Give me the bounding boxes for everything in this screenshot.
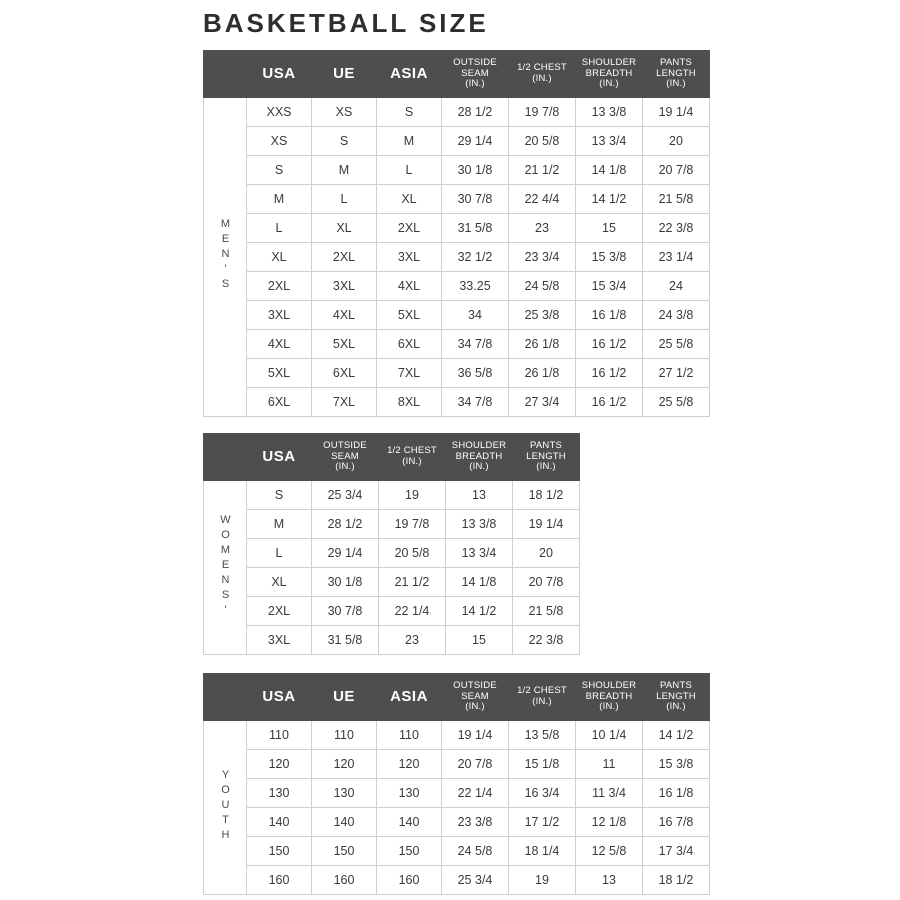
cell: M — [312, 156, 377, 185]
table-row — [204, 156, 710, 185]
table-row — [204, 272, 710, 301]
cell: 140 — [312, 808, 377, 837]
header-shoulder-breadth — [576, 674, 643, 721]
header-ue: UE — [312, 674, 377, 721]
cell: 23 1/4 — [643, 243, 710, 272]
table-row — [204, 837, 710, 866]
group-label-youth — [204, 721, 247, 895]
cell: 2XL — [247, 272, 312, 301]
cell: 21 5/8 — [513, 597, 580, 626]
cell: 19 1/4 — [442, 721, 509, 750]
header-corner-blank — [204, 51, 247, 98]
cell: 15 3/4 — [576, 272, 643, 301]
header-outside-seam — [442, 674, 509, 721]
cell: XL — [312, 214, 377, 243]
cell: 29 1/4 — [312, 539, 379, 568]
header-outside-seam — [442, 51, 509, 98]
cell: 160 — [312, 866, 377, 895]
cell: 14 1/8 — [576, 156, 643, 185]
cell: 11 — [576, 750, 643, 779]
header-pants-length — [513, 434, 580, 481]
cell: 5XL — [377, 301, 442, 330]
table-row — [204, 185, 710, 214]
cell: 21 5/8 — [643, 185, 710, 214]
cell: 19 1/4 — [643, 98, 710, 127]
cell: 27 1/2 — [643, 359, 710, 388]
header-outside-seam-main: OUTSIDE SEAM — [323, 439, 367, 462]
cell: 150 — [377, 837, 442, 866]
group-label-mens — [204, 98, 247, 417]
header-shoulder-breadth-main: SHOULDER BREADTH — [581, 56, 637, 79]
group-label-mens-text: MEN'S — [219, 218, 232, 293]
cell: 120 — [312, 750, 377, 779]
cell: 19 7/8 — [509, 98, 576, 127]
cell: 34 7/8 — [442, 388, 509, 417]
cell: 20 — [513, 539, 580, 568]
cell: 25 5/8 — [643, 388, 710, 417]
table-row — [204, 597, 580, 626]
cell: 6XL — [247, 388, 312, 417]
cell: 14 1/2 — [576, 185, 643, 214]
table-row — [204, 359, 710, 388]
cell: 24 3/8 — [643, 301, 710, 330]
cell: 13 3/8 — [446, 510, 513, 539]
table-row — [204, 214, 710, 243]
header-half-chest-main: 1/2 CHEST — [517, 62, 567, 74]
header-usa: USA — [247, 51, 312, 98]
cell: 30 7/8 — [312, 597, 379, 626]
header-usa: USA — [247, 674, 312, 721]
header-outside-seam-unit: (IN.) — [335, 461, 355, 473]
cell: 18 1/2 — [643, 866, 710, 895]
cell: XXS — [247, 98, 312, 127]
cell: 20 7/8 — [442, 750, 509, 779]
cell: 25 3/8 — [509, 301, 576, 330]
cell: M — [247, 185, 312, 214]
header-ue: UE — [312, 51, 377, 98]
cell: 6XL — [377, 330, 442, 359]
cell: 3XL — [247, 301, 312, 330]
header-usa: USA — [247, 434, 312, 481]
cell: M — [377, 127, 442, 156]
cell: 4XL — [247, 330, 312, 359]
cell: L — [247, 214, 312, 243]
cell: 16 1/2 — [576, 359, 643, 388]
cell: 16 1/8 — [643, 779, 710, 808]
cell: 31 5/8 — [442, 214, 509, 243]
cell: 17 3/4 — [643, 837, 710, 866]
table-header-row — [204, 674, 710, 721]
cell: 23 — [379, 626, 446, 655]
cell: 18 1/2 — [513, 481, 580, 510]
group-label-womens-text: WOMENS' — [219, 513, 232, 619]
cell: 22 3/8 — [513, 626, 580, 655]
cell: 24 — [643, 272, 710, 301]
cell: 14 1/2 — [446, 597, 513, 626]
cell: 21 1/2 — [379, 568, 446, 597]
header-outside-seam-main: OUTSIDE SEAM — [453, 679, 497, 702]
cell: 120 — [247, 750, 312, 779]
cell: 17 1/2 — [509, 808, 576, 837]
cell: 13 3/8 — [576, 98, 643, 127]
cell: M — [247, 510, 312, 539]
cell: 20 7/8 — [643, 156, 710, 185]
cell: 36 5/8 — [442, 359, 509, 388]
header-half-chest-unit: (IN.) — [532, 73, 552, 84]
cell: 3XL — [312, 272, 377, 301]
cell: 30 1/8 — [442, 156, 509, 185]
header-asia: ASIA — [377, 674, 442, 721]
cell: 4XL — [312, 301, 377, 330]
header-pants-length-unit: (IN.) — [536, 461, 556, 473]
cell: 110 — [247, 721, 312, 750]
header-shoulder-breadth-unit: (IN.) — [599, 78, 619, 90]
cell: 7XL — [377, 359, 442, 388]
table-row — [204, 127, 710, 156]
cell: 34 — [442, 301, 509, 330]
header-pants-length-main: PANTS LENGTH — [656, 679, 696, 702]
header-half-chest-unit: (IN.) — [402, 456, 422, 467]
cell: 19 — [379, 481, 446, 510]
cell: 7XL — [312, 388, 377, 417]
cell: 120 — [377, 750, 442, 779]
cell: 15 3/8 — [643, 750, 710, 779]
cell: 12 1/8 — [576, 808, 643, 837]
header-outside-seam-unit: (IN.) — [465, 78, 485, 90]
cell: 24 5/8 — [509, 272, 576, 301]
cell: 34 7/8 — [442, 330, 509, 359]
cell: 140 — [247, 808, 312, 837]
cell: 24 5/8 — [442, 837, 509, 866]
cell: 16 1/2 — [576, 388, 643, 417]
cell: XS — [312, 98, 377, 127]
cell: 15 — [446, 626, 513, 655]
cell: L — [247, 539, 312, 568]
cell: 30 1/8 — [312, 568, 379, 597]
header-pants-length-main: PANTS LENGTH — [526, 439, 566, 462]
table-row — [204, 568, 580, 597]
cell: 28 1/2 — [312, 510, 379, 539]
cell: 29 1/4 — [442, 127, 509, 156]
cell: 25 3/4 — [312, 481, 379, 510]
cell: 32 1/2 — [442, 243, 509, 272]
cell: 23 3/4 — [509, 243, 576, 272]
cell: 13 — [446, 481, 513, 510]
cell: 25 3/4 — [442, 866, 509, 895]
cell: 13 3/4 — [446, 539, 513, 568]
cell: 2XL — [377, 214, 442, 243]
cell: 11 3/4 — [576, 779, 643, 808]
cell: 19 — [509, 866, 576, 895]
table-row — [204, 98, 710, 127]
cell: 28 1/2 — [442, 98, 509, 127]
header-shoulder-breadth-unit: (IN.) — [469, 461, 489, 473]
page-title: BASKETBALL SIZE — [203, 8, 489, 38]
cell: XL — [247, 243, 312, 272]
header-shoulder-breadth-unit: (IN.) — [599, 701, 619, 713]
table-row — [204, 866, 710, 895]
youth-size-table — [203, 673, 710, 895]
cell: 110 — [377, 721, 442, 750]
table-row — [204, 481, 580, 510]
table-row — [204, 330, 710, 359]
mens-size-table — [203, 50, 710, 417]
cell: 23 3/8 — [442, 808, 509, 837]
cell: 14 1/2 — [643, 721, 710, 750]
header-pants-length-unit: (IN.) — [666, 78, 686, 90]
womens-size-table — [203, 433, 580, 655]
cell: 13 3/4 — [576, 127, 643, 156]
header-outside-seam — [312, 434, 379, 481]
cell: XS — [247, 127, 312, 156]
cell: 5XL — [312, 330, 377, 359]
table-row — [204, 539, 580, 568]
cell: 150 — [247, 837, 312, 866]
cell: 20 5/8 — [379, 539, 446, 568]
cell: 6XL — [312, 359, 377, 388]
cell: 22 3/8 — [643, 214, 710, 243]
table-row — [204, 301, 710, 330]
cell: 20 — [643, 127, 710, 156]
cell: S — [247, 156, 312, 185]
cell: 16 1/2 — [576, 330, 643, 359]
cell: 14 1/8 — [446, 568, 513, 597]
cell: 22 1/4 — [379, 597, 446, 626]
cell: 26 1/8 — [509, 359, 576, 388]
group-label-youth-text: YOUTH — [219, 768, 232, 844]
header-pants-length — [643, 674, 710, 721]
cell: S — [312, 127, 377, 156]
cell: 13 — [576, 866, 643, 895]
header-half-chest-main: 1/2 CHEST — [517, 685, 567, 697]
header-half-chest-unit: (IN.) — [532, 696, 552, 707]
table-header-row — [204, 434, 580, 481]
cell: 25 5/8 — [643, 330, 710, 359]
table-row — [204, 779, 710, 808]
cell: 15 — [576, 214, 643, 243]
header-outside-seam-main: OUTSIDE SEAM — [453, 56, 497, 79]
header-shoulder-breadth — [446, 434, 513, 481]
header-half-chest — [509, 674, 576, 721]
cell: 15 1/8 — [509, 750, 576, 779]
header-corner-blank — [204, 434, 247, 481]
header-pants-length — [643, 51, 710, 98]
cell: S — [377, 98, 442, 127]
cell: L — [312, 185, 377, 214]
cell: 8XL — [377, 388, 442, 417]
cell: 22 1/4 — [442, 779, 509, 808]
cell: 23 — [509, 214, 576, 243]
cell: 13 5/8 — [509, 721, 576, 750]
cell: 140 — [377, 808, 442, 837]
cell: 16 7/8 — [643, 808, 710, 837]
cell: 3XL — [247, 626, 312, 655]
header-half-chest-main: 1/2 CHEST — [387, 445, 437, 457]
cell: 160 — [377, 866, 442, 895]
table-row — [204, 388, 710, 417]
cell: 130 — [377, 779, 442, 808]
table-row — [204, 808, 710, 837]
cell: 31 5/8 — [312, 626, 379, 655]
header-shoulder-breadth-main: SHOULDER BREADTH — [451, 439, 507, 462]
header-asia: ASIA — [377, 51, 442, 98]
table-row — [204, 750, 710, 779]
cell: 130 — [312, 779, 377, 808]
cell: 20 5/8 — [509, 127, 576, 156]
header-corner-blank — [204, 674, 247, 721]
cell: 150 — [312, 837, 377, 866]
cell: 5XL — [247, 359, 312, 388]
cell: 33.25 — [442, 272, 509, 301]
cell: 27 3/4 — [509, 388, 576, 417]
table-row — [204, 510, 580, 539]
group-label-womens — [204, 481, 247, 655]
cell: 130 — [247, 779, 312, 808]
cell: 15 3/8 — [576, 243, 643, 272]
cell: 21 1/2 — [509, 156, 576, 185]
cell: 110 — [312, 721, 377, 750]
cell: 18 1/4 — [509, 837, 576, 866]
cell: 10 1/4 — [576, 721, 643, 750]
cell: 160 — [247, 866, 312, 895]
cell: 2XL — [247, 597, 312, 626]
table-row — [204, 243, 710, 272]
header-half-chest — [509, 51, 576, 98]
cell: 12 5/8 — [576, 837, 643, 866]
cell: 30 7/8 — [442, 185, 509, 214]
cell: 26 1/8 — [509, 330, 576, 359]
cell: 4XL — [377, 272, 442, 301]
table-row — [204, 721, 710, 750]
cell: 20 7/8 — [513, 568, 580, 597]
cell: 16 1/8 — [576, 301, 643, 330]
cell: L — [377, 156, 442, 185]
header-shoulder-breadth-main: SHOULDER BREADTH — [581, 679, 637, 702]
header-half-chest — [379, 434, 446, 481]
cell: 22 4/4 — [509, 185, 576, 214]
table-header-row — [204, 51, 710, 98]
cell: 19 1/4 — [513, 510, 580, 539]
cell: 19 7/8 — [379, 510, 446, 539]
cell: 16 3/4 — [509, 779, 576, 808]
table-row — [204, 626, 580, 655]
header-outside-seam-unit: (IN.) — [465, 701, 485, 713]
header-pants-length-unit: (IN.) — [666, 701, 686, 713]
header-pants-length-main: PANTS LENGTH — [656, 56, 696, 79]
cell: 3XL — [377, 243, 442, 272]
cell: S — [247, 481, 312, 510]
cell: XL — [247, 568, 312, 597]
header-shoulder-breadth — [576, 51, 643, 98]
cell: 2XL — [312, 243, 377, 272]
cell: XL — [377, 185, 442, 214]
